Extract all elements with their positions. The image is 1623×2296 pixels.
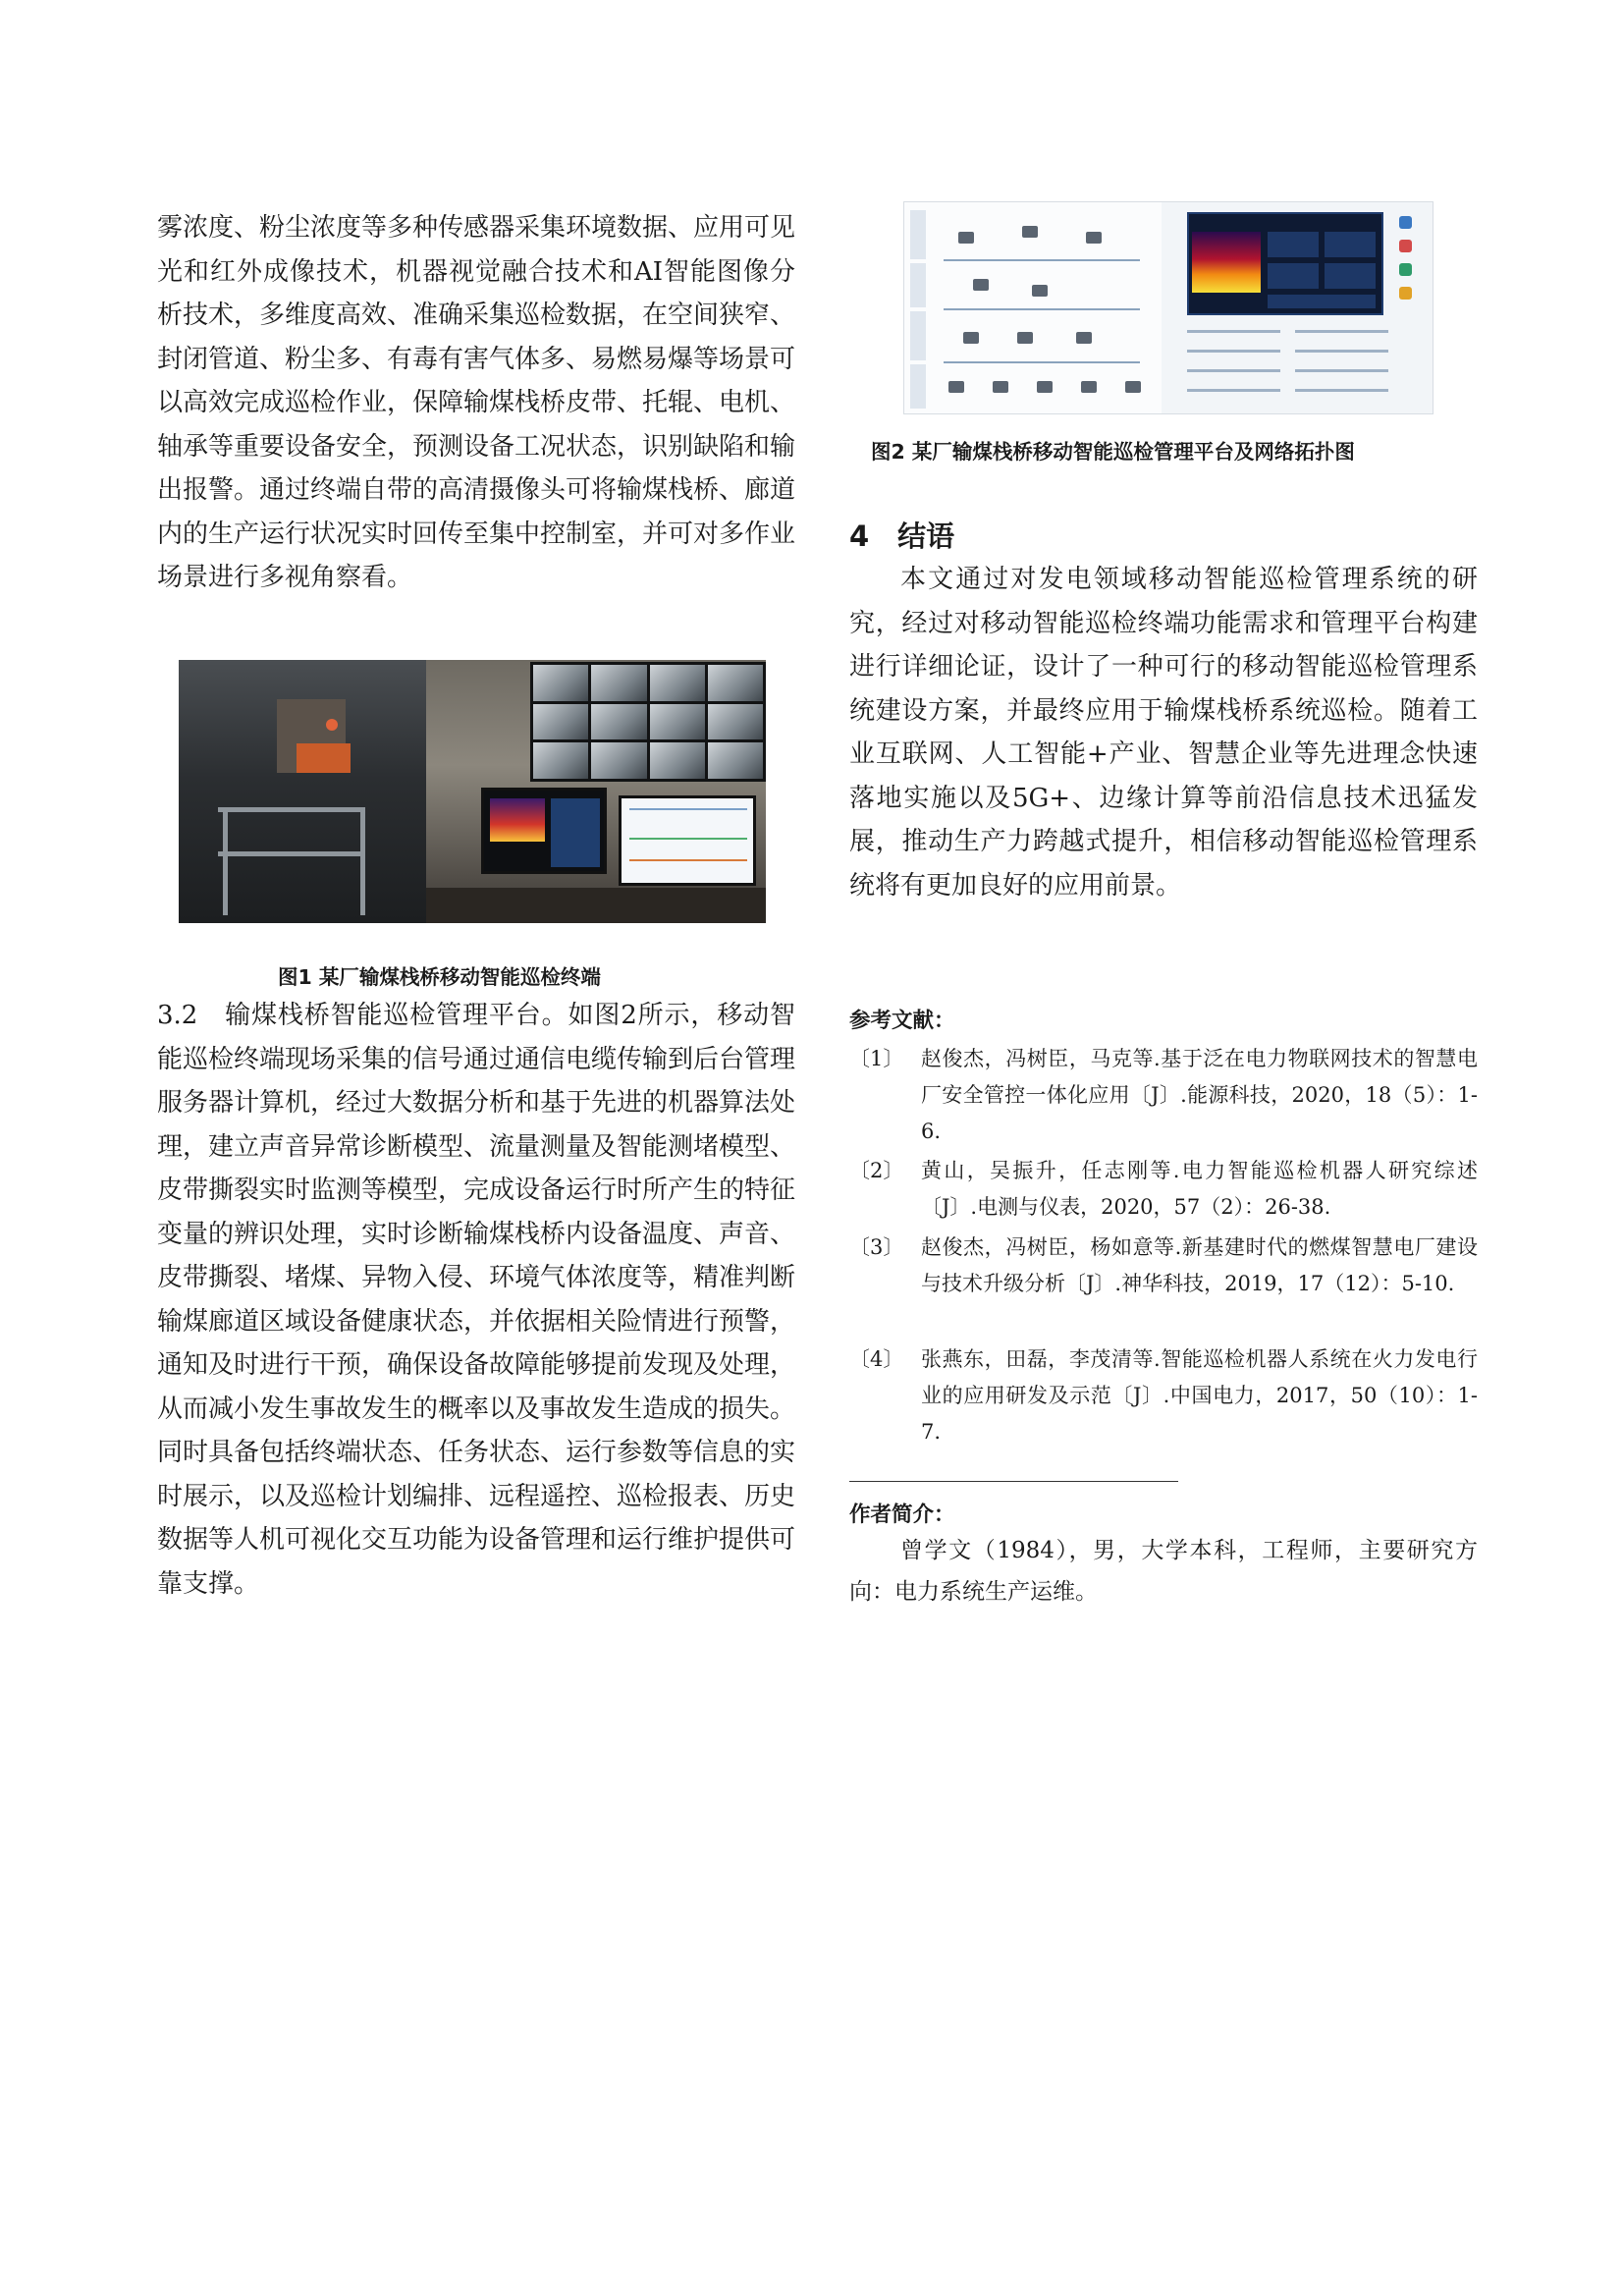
reference-item: 〔2〕 黄山，吴振升，任志刚等.电力智能巡检机器人研究综述〔J〕.电测与仪表，2020，57（2）：26-38. [849, 1159, 1478, 1219]
section-heading-conclusion: 4 结语 [849, 519, 955, 553]
figure-2-diagram [903, 201, 1434, 414]
author-bio: 曾学文（1984），男，大学本科，工程师，主要研究方向：电力系统生产运维。 [849, 1538, 1478, 1605]
reference-item: 〔4〕 张燕东，田磊，李茂清等.智能巡检机器人系统在火力发电行业的应用研发及示范〔J〕.中国电力，2017，50（10）：1-7. [849, 1347, 1478, 1444]
conveyor-scene [179, 660, 426, 923]
body-paragraph-sensors: 雾浓度、粉尘浓度等多种传感器采集环境数据、应用可见光和红外成像技术，机器视觉融合技术和AI智能图像分析技术，多维度高效、准确采集巡检数据，在空间狭窄、封闭管道、粉尘多、有毒有害气体多、易燃易爆等场景可以高效完成巡检作业，保障输煤栈桥皮带、托辊、电机、轴承等重要设备安全，预测设备工况状态，识别缺陷和输出报警。通过终端自带的高清摄像头可将输煤栈桥、廊道内的生产运行状况实时回传至集中控制室，并可对多作业场景进行多视角察看。 [157, 213, 796, 592]
platform-dashboard [1167, 204, 1431, 411]
figure-1-caption: 图1 某厂输煤栈桥移动智能巡检终端 [278, 965, 601, 989]
author-heading: 作者简介： [849, 1503, 955, 1527]
figure-2-caption: 图2 某厂输煤栈桥移动智能巡检管理平台及网络拓扑图 [871, 440, 1355, 464]
thermal-monitor [481, 788, 607, 874]
body-paragraph-platform: 3.2 输煤栈桥智能巡检管理平台。如图2所示，移动智能巡检终端现场采集的信号通过通信电缆传输到后台管理服务器计算机，经过大数据分析和基于先进的机器算法处理，建立声音异常诊断模型、流量测量及智能测堵模型、皮带撕裂实时监测等模型，完成设备运行时所产生的特征变量的辨识处理，实时诊断输煤栈桥内设备温度、声音、皮带撕裂、堵煤、异物入侵、环境气体浓度等，精准判断输煤廊道区域设备健康状态，并依据相关险情进行预警，通知及时进行干预，确保设备故障能够提前发现及处理，从而减小发生事故发生的概率以及事故发生造成的损失。同时具备包括终端状态、任务状态、运行参数等信息的实时展示，以及巡检计划编排、远程遥控、巡检报表、历史数据等人机可视化交互功能为设备管理和运行维护提供可靠支撑。 [157, 1001, 796, 1599]
reference-item: 〔3〕 赵俊杰，冯树臣，杨如意等.新基建时代的燃煤智慧电厂建设与技术升级分析〔J〕.神华科技，2019，17（12）：5-10. [849, 1235, 1478, 1295]
conclusion-paragraph: 本文通过对发电领域移动智能巡检管理系统的研究，经过对移动智能巡检终端功能需求和管理平台构建进行详细论证，设计了一种可行的移动智能巡检管理系统建设方案，并最终应用于输煤栈桥系统巡检。随着工业互联网、人工智能+产业、智慧企业等先进理念快速落地实施以及5G+、边缘计算等前沿信息技术迅猛发展，推动生产力跨越式提升，相信移动智能巡检管理系统将有更加良好的应用前景。 [849, 565, 1478, 901]
network-topology [904, 202, 1162, 413]
figure-1-photo [179, 660, 766, 923]
control-room-scene [426, 660, 766, 923]
video-wall [530, 662, 766, 782]
references-heading: 参考文献： [849, 1009, 955, 1033]
reference-item: 〔1〕 赵俊杰，冯树臣，马克等.基于泛在电力物联网技术的智慧电厂安全管控一体化应用〔J〕.能源科技，2020，18（5）：1-6. [849, 1047, 1478, 1143]
trend-monitor [619, 795, 756, 886]
footnote-divider [849, 1481, 1178, 1482]
